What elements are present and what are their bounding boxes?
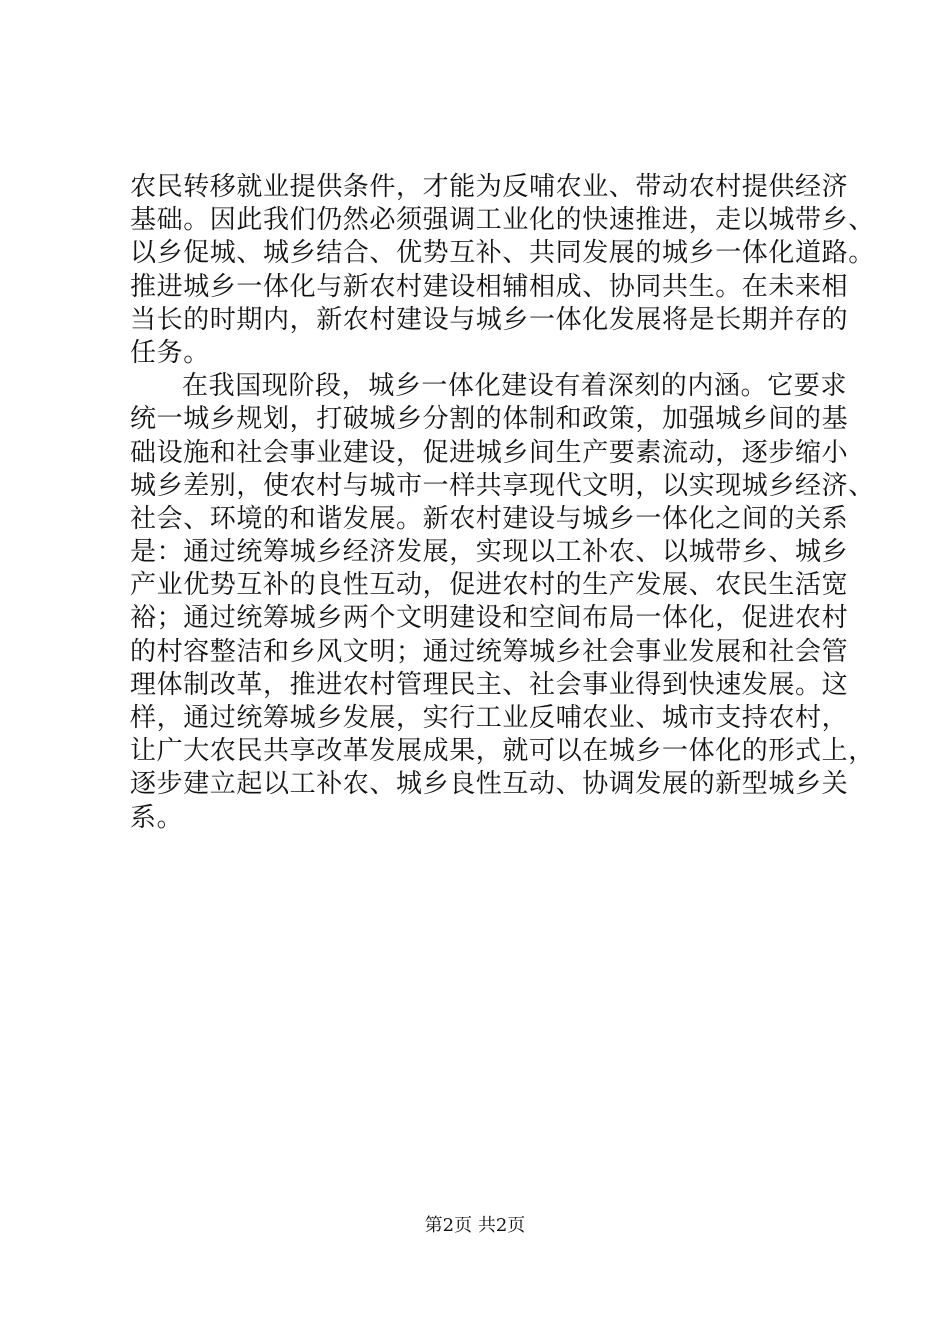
- text-line: 理体制改革，推进农村管理民主、社会事业得到快速发展。这: [130, 669, 849, 700]
- text-line: 逐步建立起以工补农、城乡良性互动、协调发展的新型城乡关: [130, 769, 849, 800]
- text-line: 统一城乡规划，打破城乡分割的体制和政策，加强城乡间的基: [130, 404, 849, 435]
- text-line: 基础。因此我们仍然必须强调工业化的快速推进，走以城带乡、: [130, 205, 875, 236]
- text-line: 以乡促城、城乡结合、优势互补、共同发展的城乡一体化道路。: [130, 238, 875, 269]
- text-line: 推进城乡一体化与新农村建设相辅相成、协同共生。在未来相: [130, 271, 849, 302]
- page-number-footer: 第2页 共2页: [424, 1215, 526, 1236]
- text-line: 是：通过统筹城乡经济发展，实现以工补农、以城带乡、城乡: [130, 537, 849, 568]
- text-line: 任务。: [130, 337, 210, 368]
- text-line: 农民转移就业提供条件，才能为反哺农业、带动农村提供经济: [130, 172, 849, 202]
- text-line: 当长的时期内，新农村建设与城乡一体化发展将是长期并存的: [130, 304, 849, 335]
- paragraph: [130, 370, 875, 835]
- text-line: 的村容整洁和乡风文明；通过统筹城乡社会事业发展和社会管: [130, 636, 849, 667]
- text-line: 城乡差别，使农村与城市一样共享现代文明，以实现城乡经济、: [130, 470, 875, 501]
- text-line: 础设施和社会事业建设，促进城乡间生产要素流动，逐步缩小: [130, 437, 849, 468]
- text-line: 在我国现阶段，城乡一体化建设有着深刻的内涵。它要求: [182, 371, 848, 402]
- text-line: 产业优势互补的良性互动，促进农村的生产发展、农民生活宽: [130, 570, 849, 601]
- text-line: 裕；通过统筹城乡两个文明建设和空间布局一体化，促进农村: [130, 603, 849, 634]
- text-line: 社会、环境的和谐发展。新农村建设与城乡一体化之间的关系: [130, 503, 849, 534]
- paragraph: [130, 171, 875, 370]
- text-line: 让广大农民共享改革发展成果，就可以在城乡一体化的形式上，: [130, 736, 875, 767]
- text-line: 系。: [130, 802, 184, 833]
- document-body: [130, 171, 875, 835]
- text-line: 样，通过统筹城乡发展，实行工业反哺农业、城市支持农村，: [130, 703, 849, 733]
